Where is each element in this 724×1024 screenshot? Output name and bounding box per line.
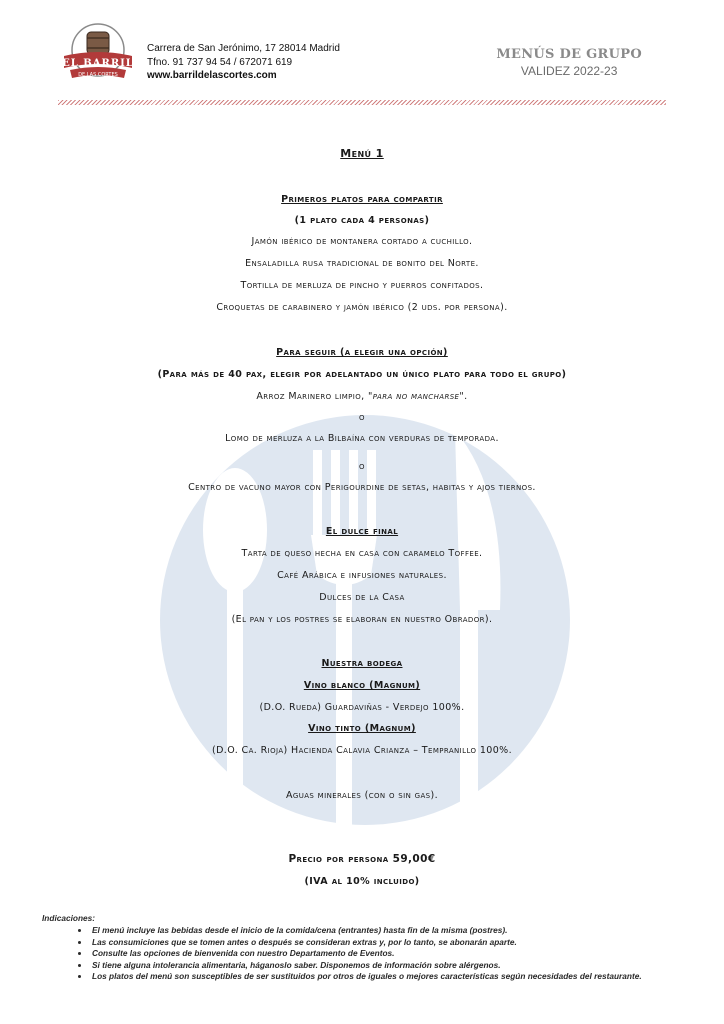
menu-title: Menú 1 [340,147,384,160]
main-item-rice [40,391,684,402]
note-item: • Consulte las opciones de bienvenida con nuestro Departamento de Eventos. [90,948,682,960]
restaurant-logo [58,18,138,90]
starters-heading: Primeros platos para compartir [281,194,443,205]
notes-section [42,913,682,983]
white-wine-item: (D.O. Rueda) Guardaviñas - Verdejo 100%. [259,702,465,713]
or-separator: o [359,412,365,423]
red-wine-heading: Vino tinto (Magnum) [308,723,416,734]
document-title: MENÚS DE GRUPO [496,47,642,62]
starters-subheading: (1 plato cada 4 personas) [294,215,430,226]
red-wine-item: (D.O. Ca. Rioja) Hacienda Calavia Crianza – Tempranillo 100%. [211,745,513,756]
main-item-rice-suffix: ". [459,391,468,402]
white-wine-heading: Vino blanco (Magnum) [303,680,421,691]
contact-block [147,42,340,83]
svg-text:EL BARRIL: EL BARRIL [62,58,134,69]
document-label [496,47,642,78]
dessert-item: Café Arábica e infusiones naturales. [277,570,447,581]
mains-heading: Para seguir (a elegir una opción) [276,347,448,358]
starter-item: Tortilla de merluza de pincho y puerros confitados. [240,280,484,291]
starter-item: Croquetas de carabinero y jamón ibérico (2 uds. por persona). [216,302,508,313]
notes-list [42,925,682,983]
notes-heading: Indicaciones: [42,913,96,923]
svg-text:DE LAS CORTES: DE LAS CORTES [78,72,118,78]
dessert-note: (El pan y los postres se elaboran en nuestro Obrador). [231,614,493,625]
main-item-rice-note: para no mancharse [372,391,460,402]
price-line: Precio por persona 59,00€ [288,853,436,865]
header-divider [58,100,666,105]
water-item: Aguas minerales (con o sin gas). [285,790,439,801]
note-item: • Las consumiciones que se tomen antes o después se consideran extras y, por lo tanto, se abonarán aparte. [90,937,682,949]
address-line: Carrera de San Jerónimo, 17 28014 Madrid [147,43,340,54]
wine-heading: Nuestra bodega [321,658,403,669]
phone-line: Tfno. 91 737 94 54 / 672071 619 [147,56,293,68]
note-item: • El menú incluye las bebidas desde el inicio de la comida/cena (entrantes) hasta fin de la misma (postres). [90,925,682,937]
dessert-item: Tarta de queso hecha en casa con caramelo Toffee. [241,548,483,559]
note-item: • Si tiene alguna intolerancia alimentaria, háganoslo saber. Disponemos de información sobre alérgenos. [90,960,682,972]
note-item: • Los platos del menú son susceptibles de ser sustituidos por otros de iguales o mejores características según necesidades del restaurante. [90,971,682,983]
vat-note: (IVA al 10% incluido) [304,876,420,887]
or-separator: o [359,461,365,472]
main-item-beef: Centro de vacuno mayor con Perigourdine de setas, habitas y ajos tiernos. [188,482,536,493]
main-item-hake: Lomo de merluza a la Bilbaína con verduras de temporada. [225,433,499,444]
website-link[interactable]: www.barrildelascortes.com [147,70,277,81]
starter-item: Jamón ibérico de montanera cortado a cuchillo. [251,236,473,247]
dessert-item: Dulces de la Casa [319,592,405,603]
mains-subheading: (Para más de 40 pax, elegir por adelantado un único plato para todo el grupo) [157,369,567,380]
main-item-rice-prefix: Arroz Marinero limpio, " [256,391,373,402]
starter-item: Ensaladilla rusa tradicional de bonito del Norte. [245,258,479,269]
dessert-heading: El dulce final [325,526,399,537]
validity-label: VALIDEZ 2022-23 [520,64,618,78]
